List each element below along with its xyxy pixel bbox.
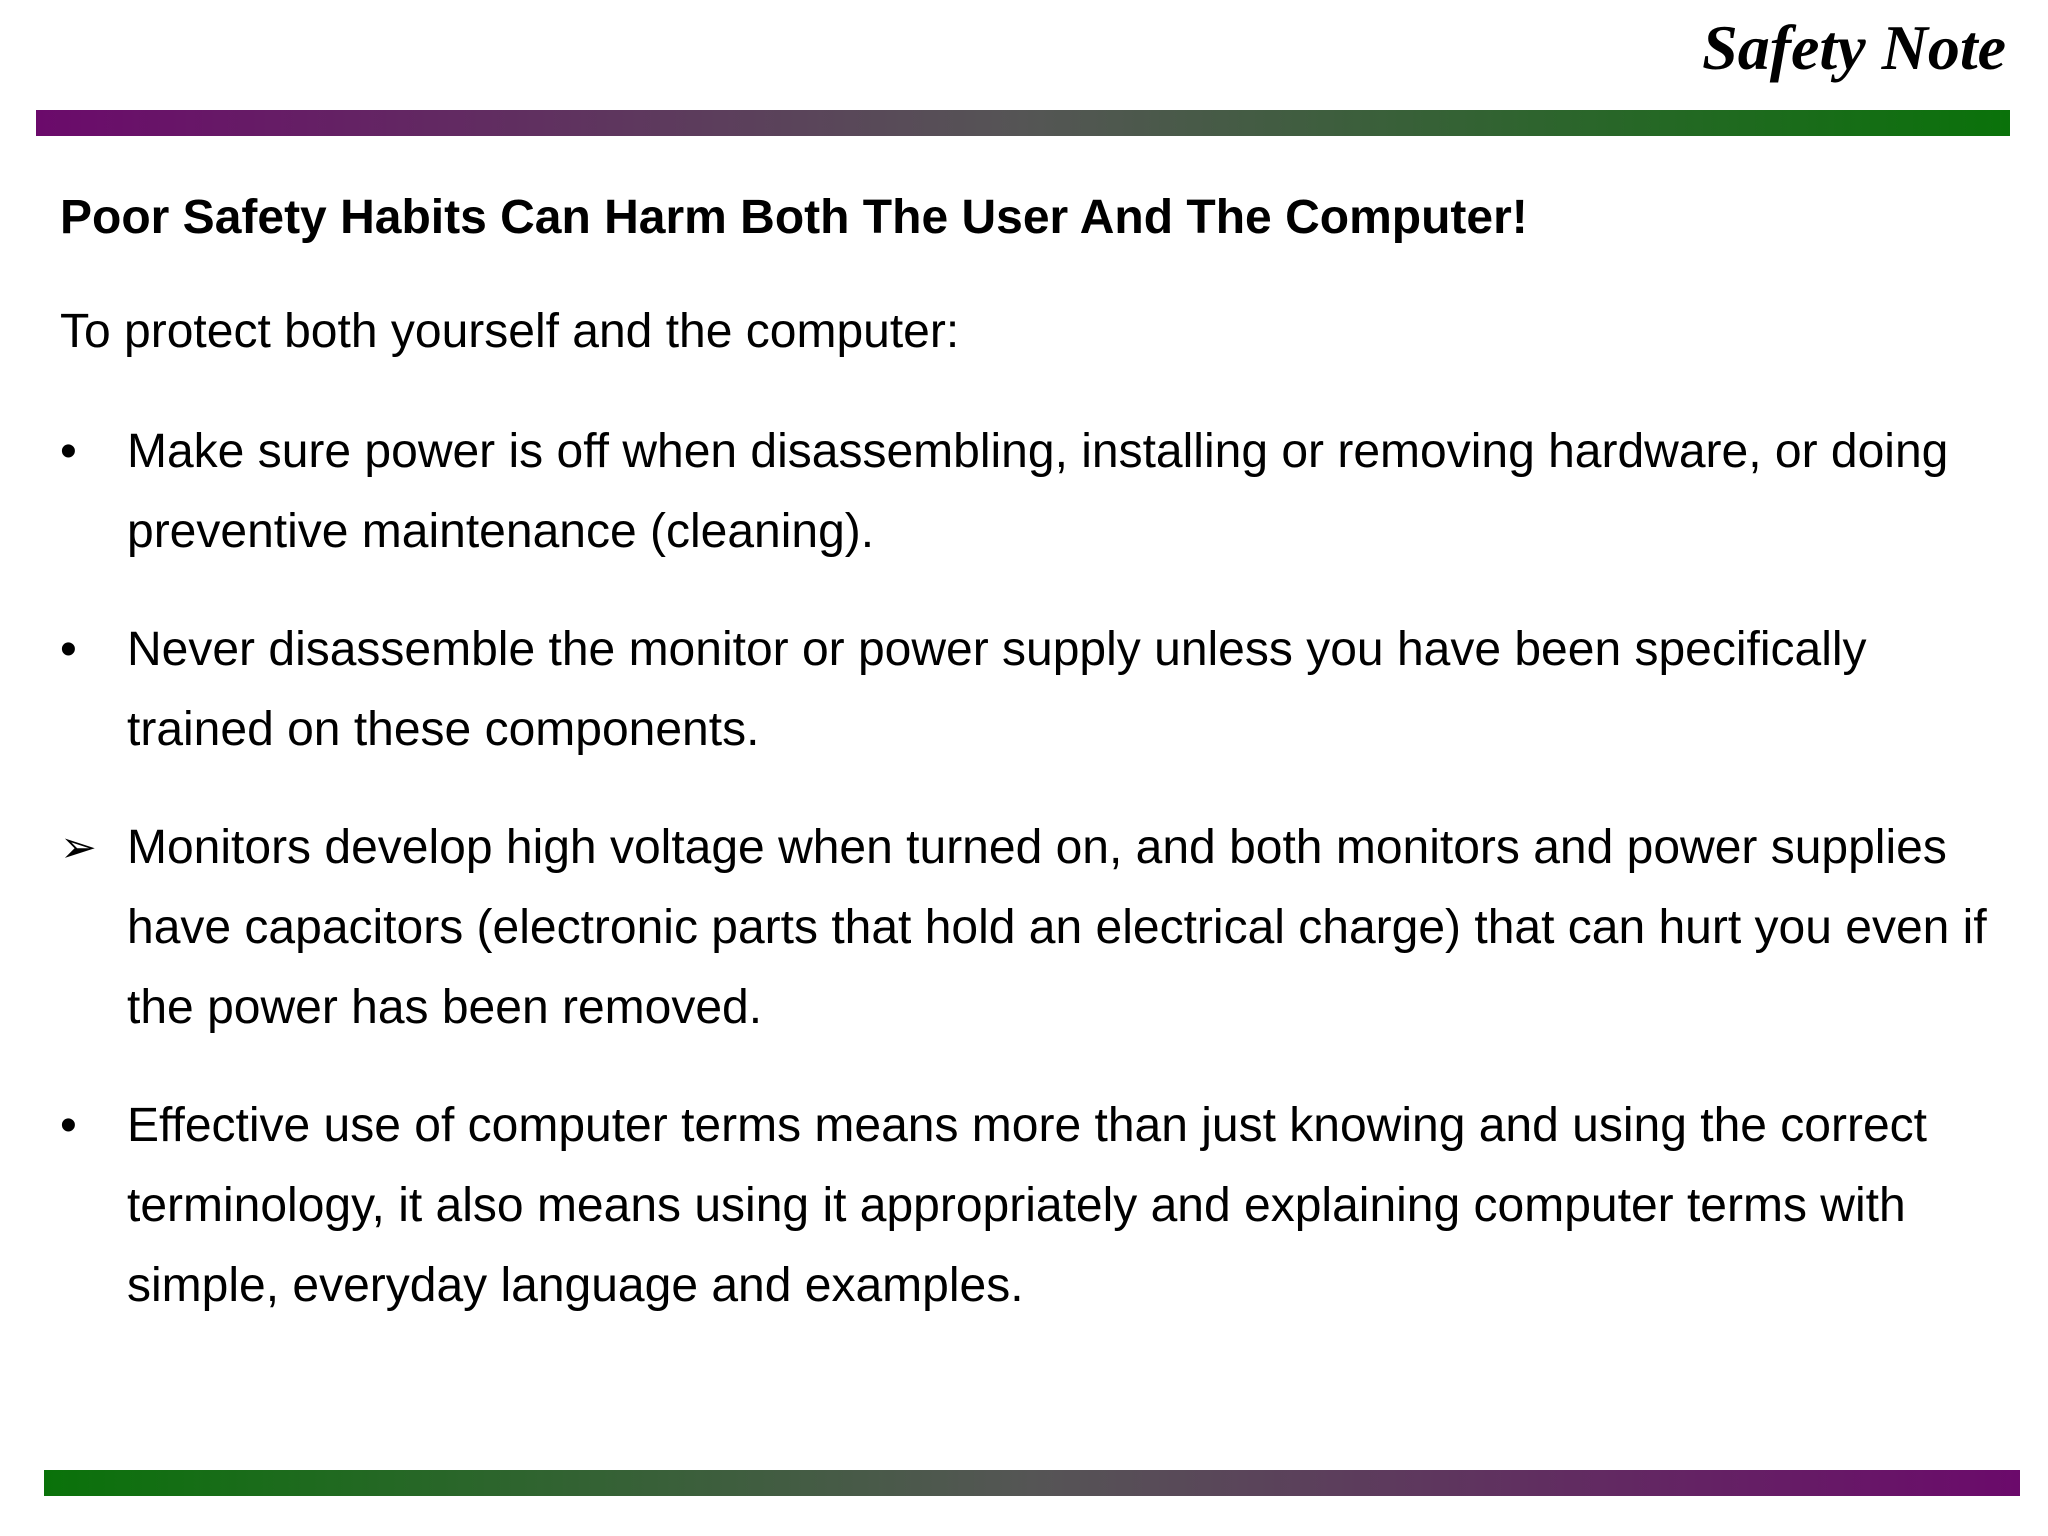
bullet-item-computer-terms <box>60 1086 2000 1326</box>
bullet-text: Monitors develop high voltage when turned on, and both monitors and power supplies have capacitors (electronic parts that hold an electrical charge) that can hurt you even if the power has been removed. <box>127 821 1987 1034</box>
bullet-item-never-disassemble <box>60 610 2000 770</box>
bullet-text: Never disassemble the monitor or power supply unless you have been specifically trained on these components. <box>127 623 1867 756</box>
bullet-text: Effective use of computer terms means more than just knowing and using the correct terminology, it also means using it appropriately and explaining computer terms with simple, everyday language and examples. <box>127 1099 1927 1312</box>
bullet-icon: • <box>60 623 77 676</box>
slide-content <box>60 180 2000 1364</box>
bullet-list <box>60 412 2000 1326</box>
arrow-bullet-icon: ➢ <box>60 823 97 872</box>
bullet-item-power-off <box>60 412 2000 572</box>
bullet-text: Make sure power is off when disassembling, installing or removing hardware, or doing preventive maintenance (cleaning). <box>127 425 1949 558</box>
bullet-icon: • <box>60 425 77 478</box>
intro-text: To protect both yourself and the computer: <box>60 305 960 358</box>
slide-title: Safety Note <box>1702 12 2006 83</box>
bullet-icon: • <box>60 1099 77 1152</box>
headline: Poor Safety Habits Can Harm Both The User And The Computer! <box>60 191 1528 244</box>
top-gradient-bar <box>36 110 2010 136</box>
bullet-item-high-voltage <box>60 808 2000 1048</box>
bottom-gradient-bar <box>44 1470 2020 1496</box>
